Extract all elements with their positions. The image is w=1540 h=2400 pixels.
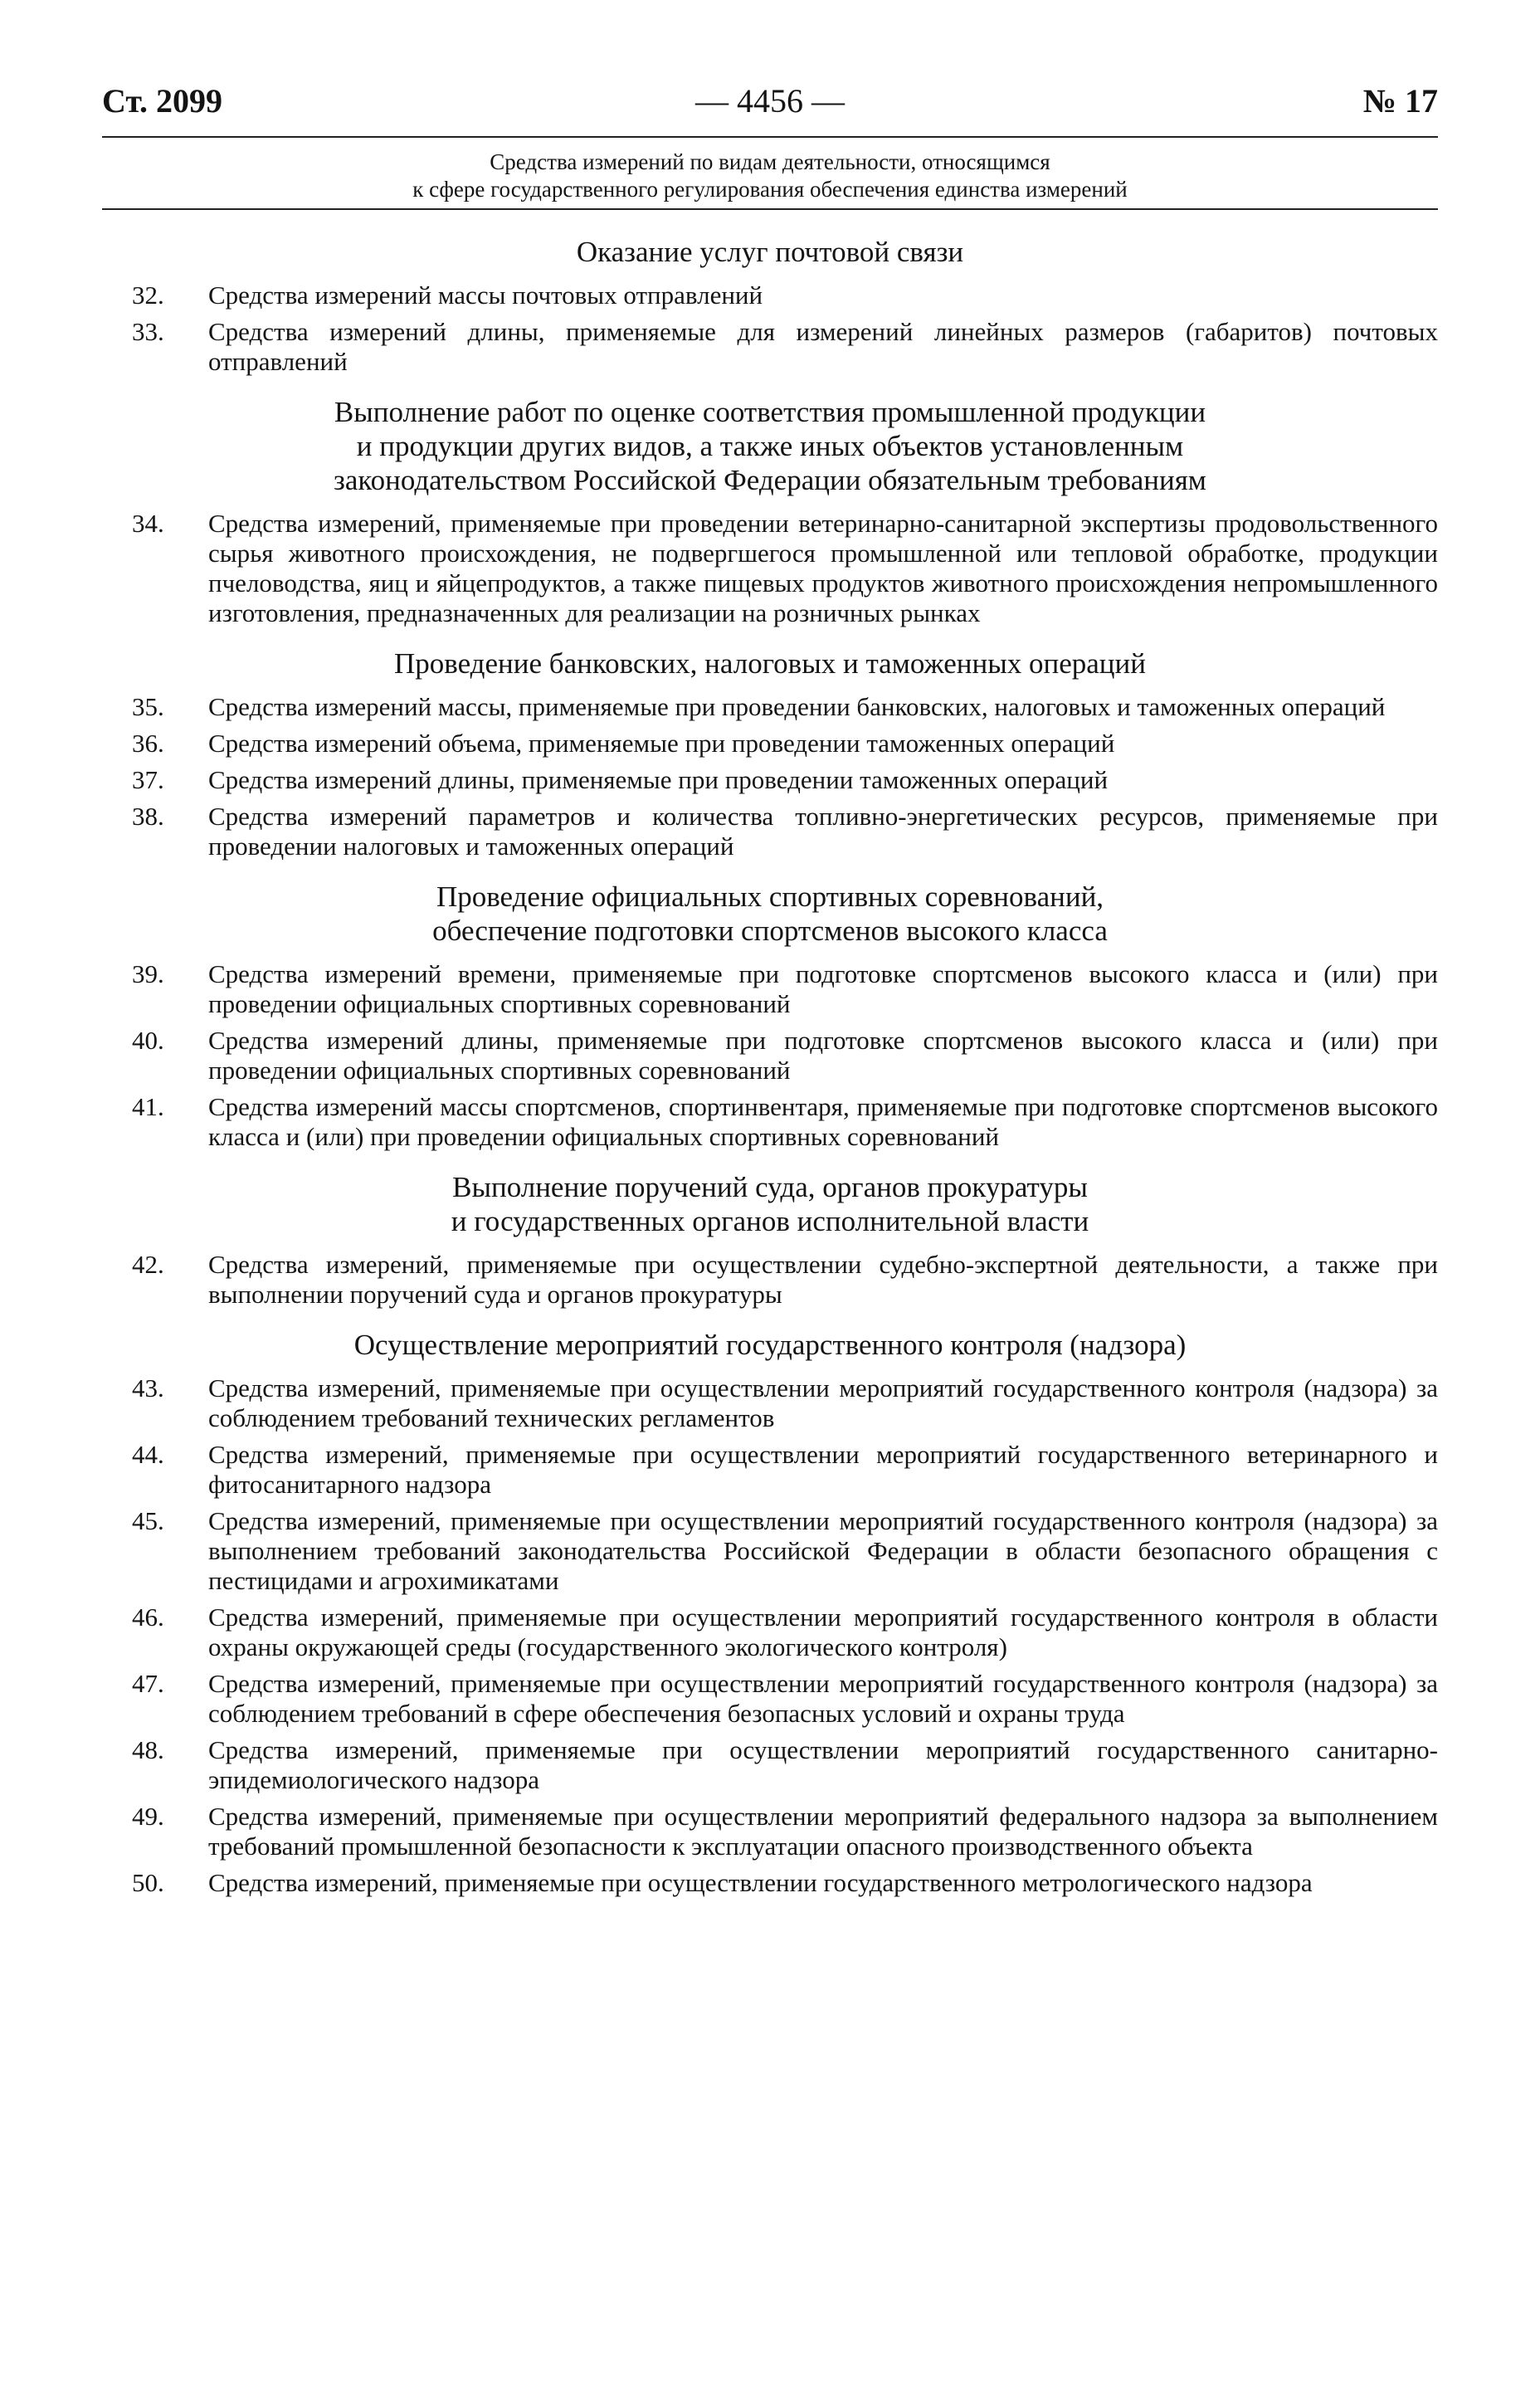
section-title-line: Проведение банковских, налоговых и таможенных операций xyxy=(394,647,1146,680)
section-title xyxy=(102,235,1438,269)
list-item xyxy=(102,317,1438,377)
section-title-line: и продукции других видов, а также иных объектов установленным xyxy=(356,430,1184,462)
item-number: 41. xyxy=(132,1092,164,1121)
list-item xyxy=(102,1735,1438,1795)
item-number: 46. xyxy=(132,1602,164,1632)
section-title xyxy=(102,1328,1438,1362)
item-number: 49. xyxy=(132,1802,164,1831)
item-number: 37. xyxy=(132,765,164,794)
running-title-line: к сфере государственного регулирования обеспечения единства измерений xyxy=(412,177,1128,202)
item-text: Средства измерений, применяемые при осуществлении мероприятий государственного контроля в области охраны окружающей среды (государственного экологического контроля) xyxy=(208,1602,1438,1661)
list-item xyxy=(102,765,1438,795)
list-item xyxy=(102,692,1438,722)
list-item xyxy=(102,959,1438,1019)
item-text: Средства измерений, применяемые при проведении ветеринарно-санитарной экспертизы продовольственного сырья животного происхождения, не подвергшегося промышленной или тепловой обработке, продукции пчеловодства, яиц и яйцепродуктов, а также пищевых продуктов животного происхождения непромышленного изготовления, предназначенных для реализации на розничных рынках xyxy=(208,509,1438,627)
item-number: 44. xyxy=(132,1440,164,1469)
item-number: 50. xyxy=(132,1868,164,1897)
section-title-line: Оказание услуг почтовой связи xyxy=(576,236,964,268)
item-text: Средства измерений, применяемые при осуществлении мероприятий государственного контроля (надзора) за соблюдением требований технических регламентов xyxy=(208,1373,1438,1432)
item-number: 45. xyxy=(132,1506,164,1535)
item-text: Средства измерений массы, применяемые при проведении банковских, налоговых и таможенных операций xyxy=(208,692,1386,721)
section-title xyxy=(102,646,1438,680)
item-text: Средства измерений, применяемые при осуществлении мероприятий государственного контроля (надзора) за соблюдением требований в сфере обеспечения безопасных условий и охраны труда xyxy=(208,1669,1438,1728)
item-number: 34. xyxy=(132,509,164,538)
item-text: Средства измерений, применяемые при осуществлении государственного метрологического надзора xyxy=(208,1868,1313,1897)
section-title-line: Выполнение работ по оценке соответствия промышленной продукции xyxy=(334,396,1206,428)
list-item xyxy=(102,1602,1438,1662)
section xyxy=(102,395,1438,628)
list-item xyxy=(102,1250,1438,1310)
item-number: 40. xyxy=(132,1026,164,1055)
item-number: 48. xyxy=(132,1735,164,1764)
section-title-line: и государственных органов исполнительной власти xyxy=(451,1205,1089,1237)
item-text: Средства измерений длины, применяемые при подготовке спортсменов высокого класса и (или) при проведении официальных спортивных соревнований xyxy=(208,1026,1438,1085)
list-item xyxy=(102,1440,1438,1500)
item-text: Средства измерений времени, применяемые при подготовке спортсменов высокого класса и (или) при проведении официальных спортивных соревнований xyxy=(208,959,1438,1018)
list-item xyxy=(102,1092,1438,1152)
section-title xyxy=(102,395,1438,497)
item-number: 32. xyxy=(132,280,164,310)
section-title xyxy=(102,1170,1438,1238)
page-header xyxy=(102,78,1438,124)
list-item xyxy=(102,1868,1438,1898)
running-title xyxy=(102,138,1438,208)
item-text: Средства измерений, применяемые при осуществлении мероприятий государственного контроля (надзора) за выполнением требований законодательства Российской Федерации в области безопасного обращения с пестицидами и агрохимикатами xyxy=(208,1506,1438,1595)
list-item xyxy=(102,1802,1438,1861)
section xyxy=(102,235,1438,377)
section-title-line: Проведение официальных спортивных соревнований, xyxy=(436,880,1104,913)
section-title-line: законодательством Российской Федерации обязательным требованиям xyxy=(334,464,1206,496)
article-number: Ст. 2099 xyxy=(102,82,222,120)
section-title-line: Осуществление мероприятий государственного контроля (надзора) xyxy=(353,1329,1187,1361)
list-item xyxy=(102,1506,1438,1596)
list-item xyxy=(102,802,1438,861)
item-text: Средства измерений длины, применяемые для измерений линейных размеров (габаритов) почтовых отправлений xyxy=(208,317,1438,376)
item-text: Средства измерений параметров и количества топливно-энергетических ресурсов, применяемые при проведении налоговых и таможенных операций xyxy=(208,802,1438,861)
section-title xyxy=(102,880,1438,948)
page-number: — 4456 — xyxy=(695,82,845,120)
list-item xyxy=(102,729,1438,759)
section xyxy=(102,1328,1438,1898)
item-number: 38. xyxy=(132,802,164,831)
item-text: Средства измерений, применяемые при осуществлении мероприятий федерального надзора за выполнением требований промышленной безопасности к эксплуатации опасного производственного объекта xyxy=(208,1802,1438,1861)
item-text: Средства измерений объема, применяемые при проведении таможенных операций xyxy=(208,729,1115,758)
list-item xyxy=(102,509,1438,628)
item-number: 35. xyxy=(132,692,164,721)
item-text: Средства измерений массы спортсменов, спортинвентаря, применяемые при подготовке спортсменов высокого класса и (или) при проведении официальных спортивных соревнований xyxy=(208,1092,1438,1151)
item-number: 39. xyxy=(132,959,164,988)
item-text: Средства измерений длины, применяемые при проведении таможенных операций xyxy=(208,765,1109,794)
issue-number: № 17 xyxy=(1362,82,1438,120)
item-number: 47. xyxy=(132,1669,164,1698)
section xyxy=(102,880,1438,1152)
item-number: 42. xyxy=(132,1250,164,1279)
list-item xyxy=(102,280,1438,310)
running-title-line: Средства измерений по видам деятельности, относящимся xyxy=(490,149,1050,174)
item-text: Средства измерений массы почтовых отправлений xyxy=(208,280,763,310)
item-number: 43. xyxy=(132,1373,164,1402)
section-title-line: Выполнение поручений суда, органов прокуратуры xyxy=(452,1171,1088,1203)
item-text: Средства измерений, применяемые при осуществлении мероприятий государственного санитарно-эпидемиологического надзора xyxy=(208,1735,1438,1794)
document-body xyxy=(102,210,1438,1898)
item-text: Средства измерений, применяемые при осуществлении мероприятий государственного ветеринарного и фитосанитарного надзора xyxy=(208,1440,1438,1499)
list-item xyxy=(102,1373,1438,1433)
section xyxy=(102,646,1438,861)
item-number: 33. xyxy=(132,317,164,346)
item-text: Средства измерений, применяемые при осуществлении судебно-экспертной деятельности, а также при выполнении поручений суда и органов прокуратуры xyxy=(208,1250,1438,1309)
list-item xyxy=(102,1026,1438,1085)
item-number: 36. xyxy=(132,729,164,758)
section-title-line: обеспечение подготовки спортсменов высокого класса xyxy=(432,915,1108,947)
section xyxy=(102,1170,1438,1310)
list-item xyxy=(102,1669,1438,1729)
